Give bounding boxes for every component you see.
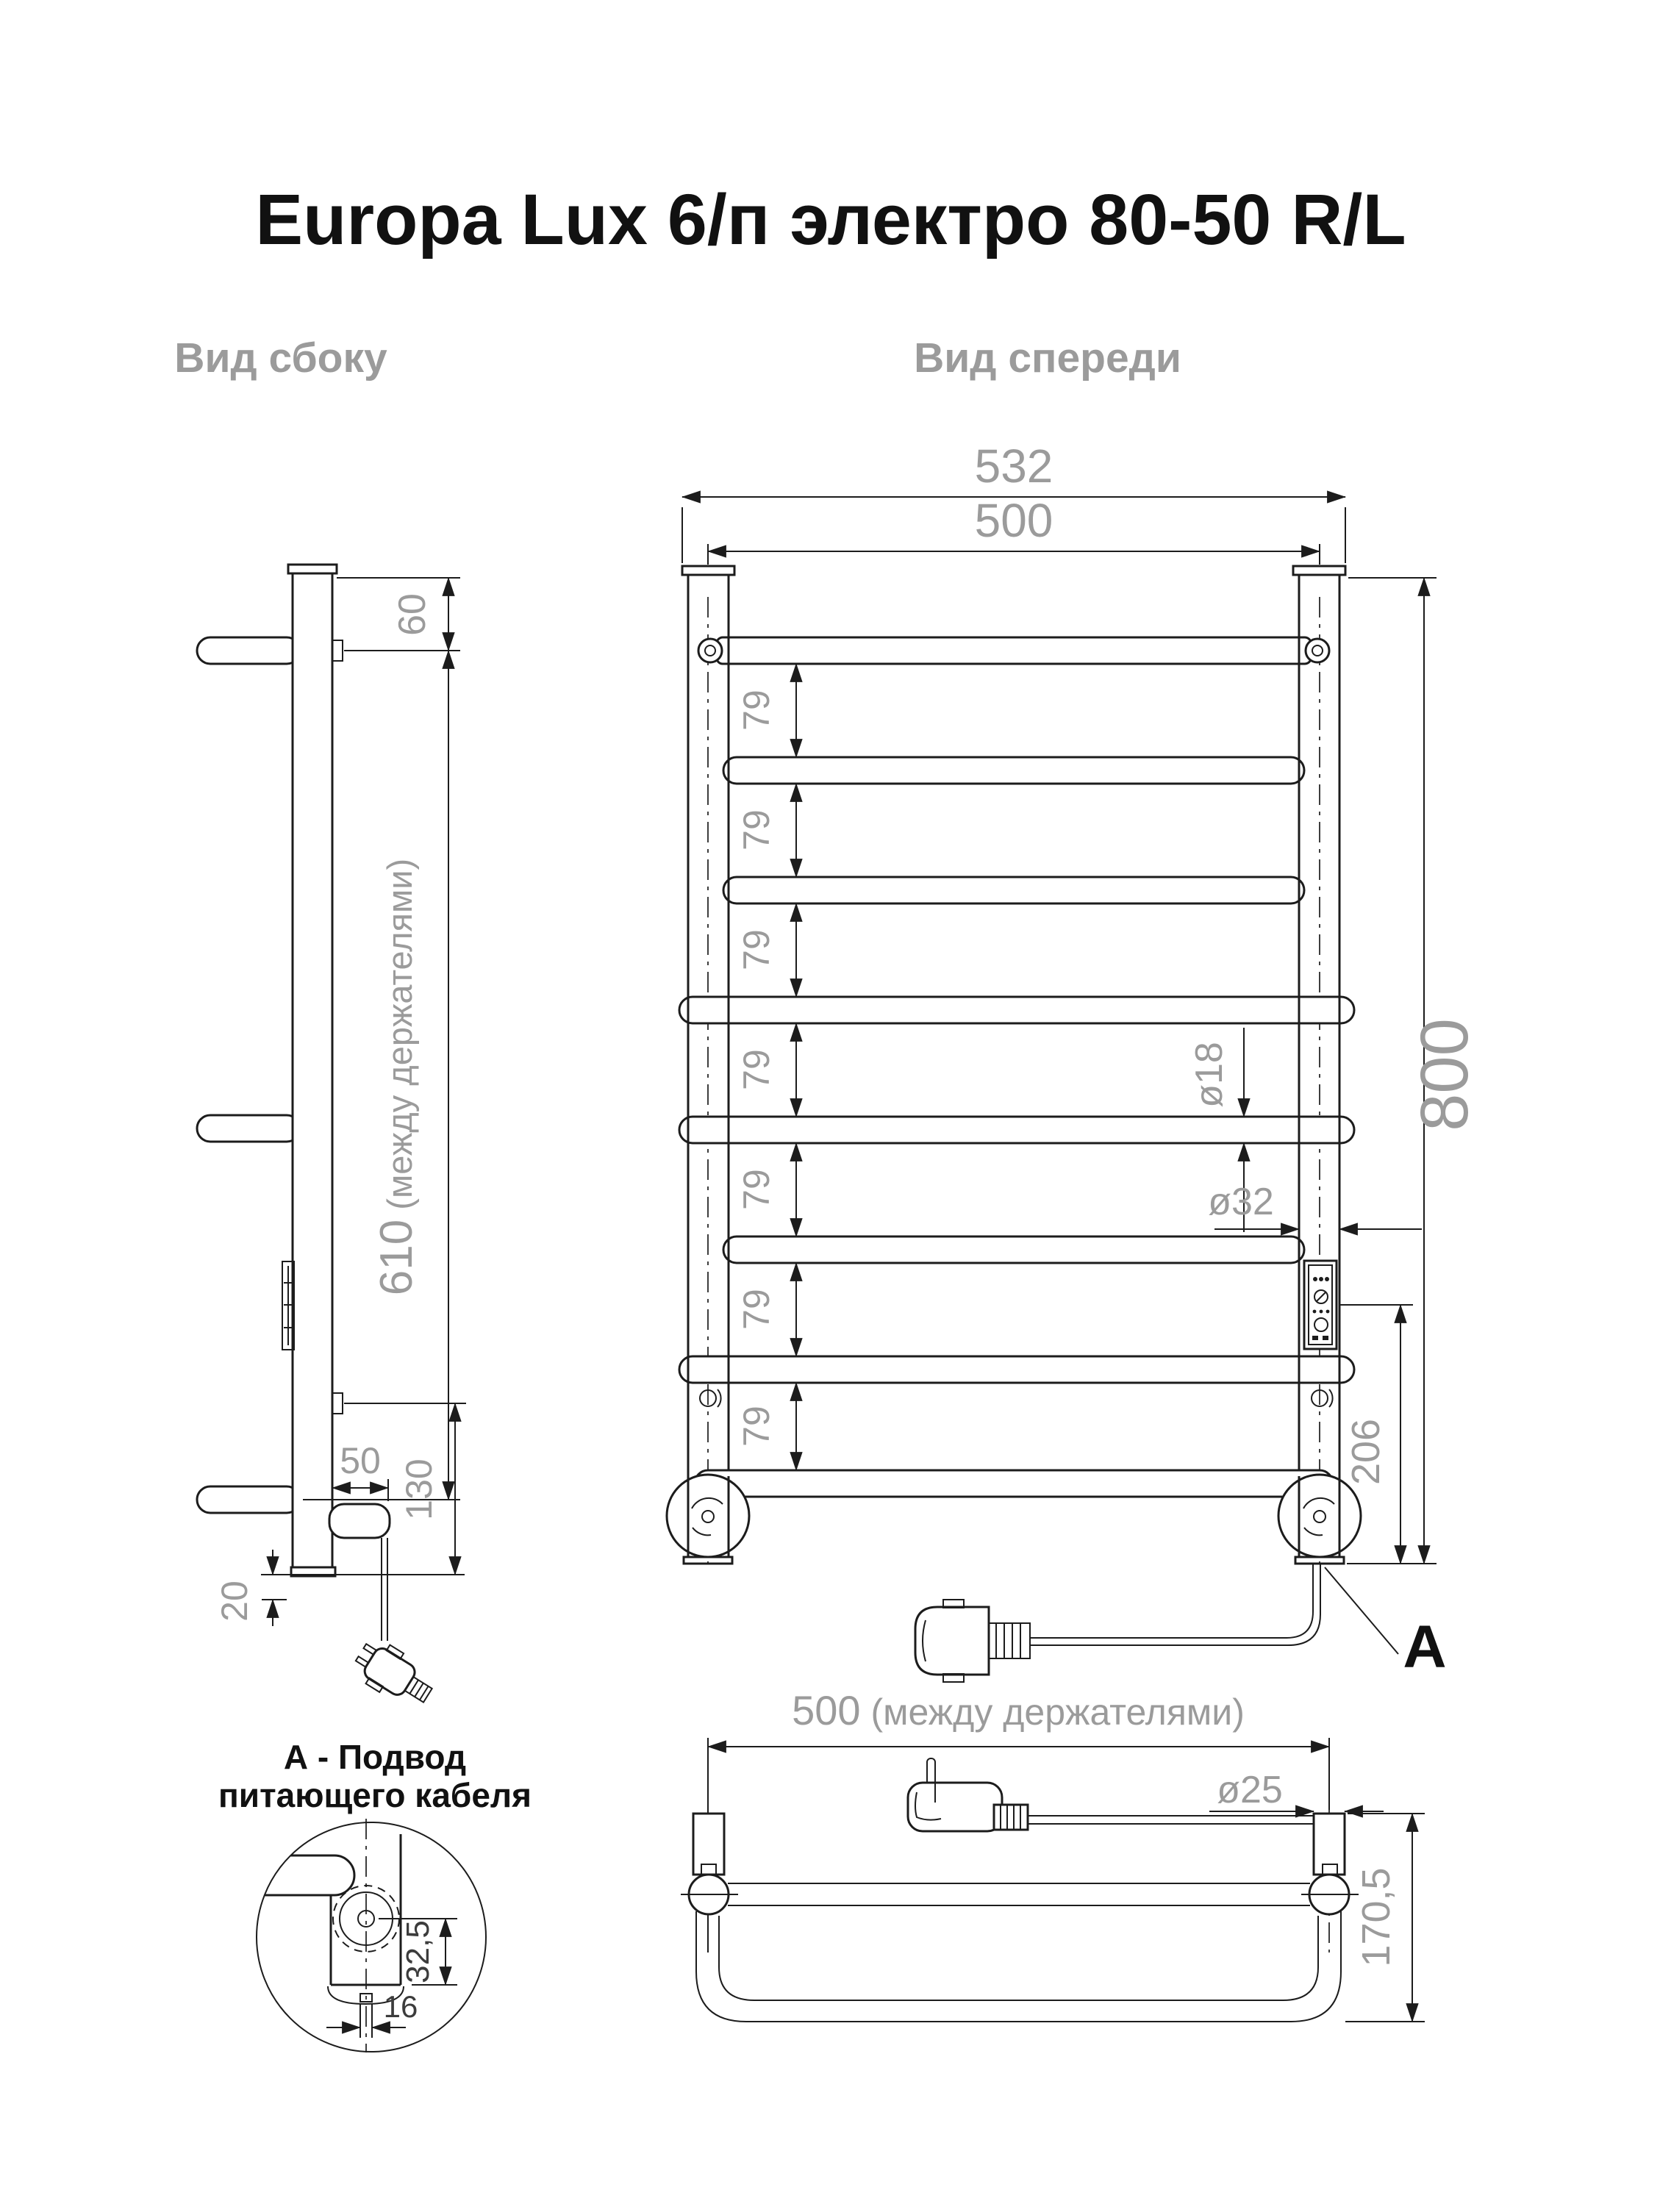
dim-front-206: 206 [1344,1418,1388,1486]
page-title: Europa Lux 6/п электро 80-50 R/L [255,179,1406,260]
dim-side-130: 130 [398,1458,440,1520]
front-rung-6 [723,1236,1304,1263]
detail-title-line2: питающего кабеля [218,1776,532,1814]
svg-text:79: 79 [736,1049,777,1090]
svg-text:79: 79 [736,690,777,731]
side-holder-block [329,1504,390,1538]
dim-side-50: 50 [340,1440,381,1481]
side-view-label: Вид сбоку [174,334,387,382]
svg-text:79: 79 [736,809,777,851]
dim-front-d32: ø32 [1208,1181,1274,1223]
dim-bottom-500: 500 (между держателями) [792,1687,1245,1733]
front-rung-1 [717,637,1311,664]
front-control-panel [1304,1261,1337,1349]
dim-bottom-170-5: 170,5 [1354,1867,1398,1967]
side-riser-fill [293,570,332,1570]
dim-front-532: 532 [974,440,1053,493]
dim-front-800: 800 [1407,1018,1482,1131]
front-rung-4 [679,997,1354,1023]
dim-side-20: 20 [214,1581,255,1622]
side-rung-middle [197,1115,300,1142]
dim-detail-16: 16 [383,1989,418,2024]
detail-title-line1: А - Подвод [283,1738,467,1776]
front-rung-3 [723,877,1304,903]
dim-side-60: 60 [391,593,434,636]
front-bottom-bar [695,1470,1333,1497]
front-view-label: Вид спереди [914,334,1181,382]
dim-front-d18: ø18 [1188,1042,1231,1108]
front-rung-2 [723,757,1304,784]
dim-front-500: 500 [974,494,1053,547]
callout-a-label: A [1403,1614,1447,1681]
dim-side-610: 610 (между держателями) [371,858,422,1296]
dim-bottom-d25: ø25 [1217,1769,1283,1811]
side-rung-bottom [197,1486,300,1513]
front-rung-7 [679,1356,1354,1383]
front-rung-5 [679,1117,1354,1143]
side-rung-top [197,637,300,664]
svg-text:79: 79 [736,929,777,970]
svg-text:79: 79 [736,1169,777,1210]
svg-text:79: 79 [736,1289,777,1330]
svg-text:79: 79 [736,1406,777,1447]
dim-detail-32-5: 32,5 [400,1920,436,1983]
